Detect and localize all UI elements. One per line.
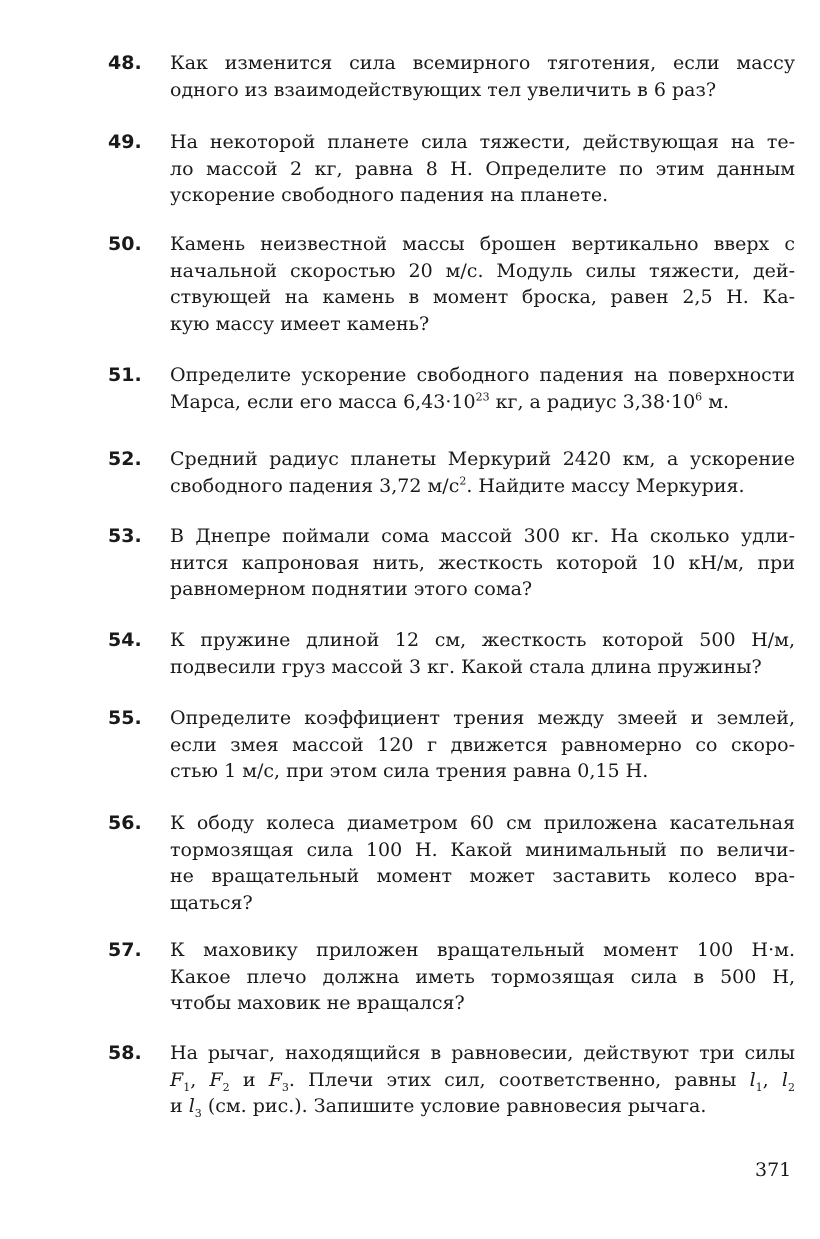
- text-line: Определите коэффициент трения между змеей и землей,: [170, 707, 795, 729]
- text-line: Определите ускорение свободного падения на поверхности: [170, 364, 795, 386]
- text-line: Средний радиус планеты Меркурий 2420 км, а ускорение: [170, 448, 795, 470]
- text-line: не вращательный момент может заставить колесо вра-: [170, 865, 795, 887]
- problem-number: 51.: [108, 364, 142, 386]
- problem-text: [170, 937, 795, 1017]
- problem-number: 57.: [108, 939, 142, 961]
- text-line: Как изменится сила всемирного тяготения, если массу: [170, 52, 795, 74]
- text-line: подвесили груз массой 3 кг. Какой стала длина пружины?: [170, 655, 762, 678]
- text-line: ствующей на камень в момент броска, равен 2,5 Н. Ка-: [170, 286, 795, 308]
- problem-number: 52.: [108, 448, 142, 470]
- text-line: На рычаг, находящийся в равновесии, действуют три силы: [170, 1042, 795, 1064]
- text-line: К маховику приложен вращательный момент 100 Н·м.: [170, 939, 795, 961]
- exponent: 2: [459, 474, 467, 488]
- text-line: Камень неизвестной массы брошен вертикально вверх с: [170, 233, 795, 255]
- problem-number: 55.: [108, 707, 142, 729]
- problem-text: [170, 1040, 795, 1120]
- problem-text: [170, 523, 795, 603]
- problem-number: 56.: [108, 812, 142, 834]
- text-line: свободного падения 3,72 $м/с^2$. Найдите массу Меркурия.: [170, 474, 745, 497]
- problem-text: [170, 627, 795, 680]
- text-line: нится капроновая нить, жесткость которой 10 кН/м, при: [170, 551, 795, 574]
- text-line: ускорение свободного падения на планете.: [170, 184, 609, 206]
- exponent: 6: [695, 390, 703, 404]
- text-line: стью 1 м/с, при этом сила трения равна 0,15 Н.: [170, 760, 649, 782]
- text-line: $F_1$, $F_2$ и $F_3$. Плечи этих сил, соответственно, равны $l_1$, $l_2$: [170, 1068, 795, 1094]
- problem-text: [170, 129, 795, 209]
- page-number: 371: [755, 1159, 792, 1181]
- text-line: На некоторой планете сила тяжести, действующая на те-: [170, 131, 795, 153]
- text-line: одного из взаимодействующих тел увеличить в 6 раз?: [170, 78, 717, 101]
- text-line: ло массой 2 кг, равна 8 Н. Определите по этим данным: [170, 157, 795, 180]
- problem-number: 49.: [108, 131, 142, 153]
- problem-text: [170, 50, 795, 103]
- problem-number: 53.: [108, 525, 142, 547]
- problem-number: 48.: [108, 52, 142, 74]
- problem-text: [170, 705, 795, 785]
- text-line: и $l_3$ (см. рис.). Запишите условие равновесия рычага.: [170, 1095, 707, 1120]
- text-line: Какое плечо должна иметь тормозящая сила в 500 Н,: [170, 965, 795, 988]
- text-line: щаться?: [170, 891, 253, 914]
- text-line: если змея массой 120 г движется равномерно со скоро-: [170, 733, 795, 756]
- text-line: тормозящая сила 100 Н. Какой минимальный по величи-: [170, 838, 795, 861]
- problem-number: 54.: [108, 629, 142, 651]
- exponent: 23: [475, 390, 490, 404]
- problem-text: [170, 446, 795, 499]
- problem-text: [170, 810, 795, 916]
- text-line: равномерном поднятии этого сома?: [170, 578, 533, 600]
- problem-text: [170, 231, 795, 337]
- text-line: чтобы маховик не вращался?: [170, 992, 465, 1014]
- text-line: кую массу имеет камень?: [170, 312, 430, 335]
- text-line: К пружине длиной 12 см, жесткость которой 500 Н/м,: [170, 629, 795, 651]
- problem-number: 50.: [108, 233, 142, 255]
- text-line: В Днепре поймали сома массой 300 кг. На сколько удли-: [170, 525, 795, 547]
- problem-text: [170, 362, 795, 415]
- text-line: Марса, если его масса $6,43\cdot 10^{23}$ кг, а радиус $3,38\cdot 10^6$ м.: [170, 390, 730, 413]
- problem-number: 58.: [108, 1042, 142, 1064]
- text-line: начальной скоростью 20 м/с. Модуль силы тяжести, дей-: [170, 259, 795, 282]
- text-line: К ободу колеса диаметром 60 см приложена касательная: [170, 812, 795, 834]
